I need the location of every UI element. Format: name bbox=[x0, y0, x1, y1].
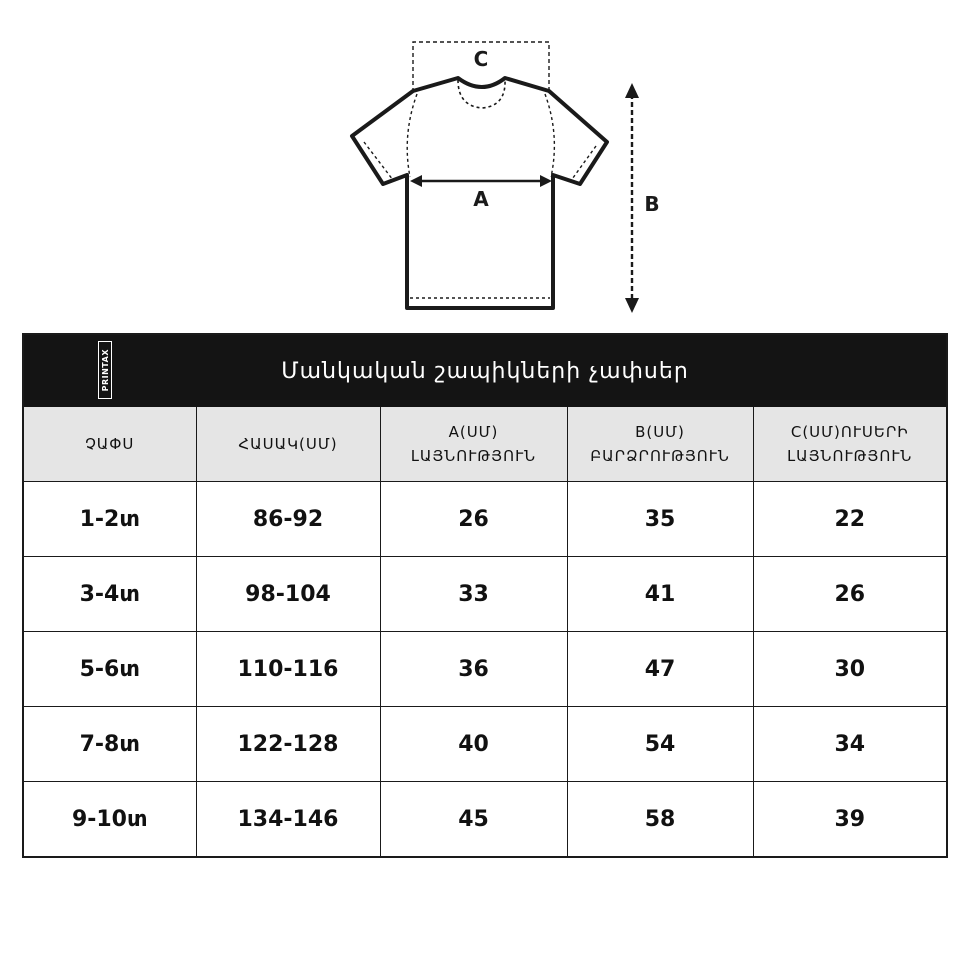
armhole-seam-right bbox=[545, 94, 554, 177]
measure-a-arrow-right bbox=[540, 175, 552, 187]
cell-b: 41 bbox=[567, 557, 753, 632]
cell-c: 34 bbox=[753, 707, 946, 782]
cell-b: 35 bbox=[567, 482, 753, 557]
cell-a: 45 bbox=[380, 782, 567, 857]
cell-a: 40 bbox=[380, 707, 567, 782]
cell-height: 122-128 bbox=[196, 707, 380, 782]
header-line: C(ՍՄ)ՈՒՍԵՐԻ bbox=[790, 423, 909, 441]
table-row bbox=[24, 632, 946, 707]
cell-c: 26 bbox=[753, 557, 946, 632]
header-row bbox=[24, 407, 946, 482]
cell-size: 1-2տ bbox=[24, 482, 196, 557]
cell-b: 47 bbox=[567, 632, 753, 707]
cell-size: 5-6տ bbox=[24, 632, 196, 707]
header-line: A(ՍՄ) bbox=[448, 423, 499, 441]
cell-height: 86-92 bbox=[196, 482, 380, 557]
cell-b: 54 bbox=[567, 707, 753, 782]
measure-b-arrow-top bbox=[625, 83, 639, 98]
label-c: C bbox=[473, 47, 489, 71]
cell-c: 22 bbox=[753, 482, 946, 557]
printax-logo bbox=[98, 341, 112, 399]
size-chart-table bbox=[22, 333, 948, 858]
cell-height: 98-104 bbox=[196, 557, 380, 632]
header-height bbox=[196, 407, 380, 482]
cell-c: 39 bbox=[753, 782, 946, 857]
cell-size: 3-4տ bbox=[24, 557, 196, 632]
size-table-grid bbox=[24, 407, 946, 856]
table-row bbox=[24, 482, 946, 557]
measure-b-arrow-bottom bbox=[625, 298, 639, 313]
armhole-seam-left bbox=[407, 94, 417, 177]
cell-height: 134-146 bbox=[196, 782, 380, 857]
table-row bbox=[24, 557, 946, 632]
header-line: ՀԱՍԱԿ(ՍՄ) bbox=[238, 435, 338, 453]
cell-a: 33 bbox=[380, 557, 567, 632]
tshirt-measurement-diagram bbox=[0, 0, 975, 330]
header-line: ԼԱՅՆՈՒԹՅՈՒՆ bbox=[787, 447, 913, 465]
cell-b: 58 bbox=[567, 782, 753, 857]
cell-height: 110-116 bbox=[196, 632, 380, 707]
measure-a-arrow-left bbox=[410, 175, 422, 187]
table-row bbox=[24, 707, 946, 782]
cell-a: 36 bbox=[380, 632, 567, 707]
cell-size: 7-8տ bbox=[24, 707, 196, 782]
cell-size: 9-10տ bbox=[24, 782, 196, 857]
table-row bbox=[24, 782, 946, 857]
header-size bbox=[24, 407, 196, 482]
header-length-b bbox=[567, 407, 753, 482]
header-line: ԲԱՐՁՐՈՒԹՅՈՒՆ bbox=[590, 447, 730, 465]
header-line: ՉԱՓՍ bbox=[85, 435, 135, 453]
cell-a: 26 bbox=[380, 482, 567, 557]
header-shoulder-c bbox=[753, 407, 946, 482]
label-b: B bbox=[644, 192, 660, 216]
table-title-bar bbox=[24, 335, 946, 407]
header-width-a bbox=[380, 407, 567, 482]
label-a: A bbox=[473, 187, 489, 211]
table-title: Մանկական շապիկների չափսեր bbox=[281, 358, 689, 384]
brand-name: PRINTAX bbox=[100, 348, 110, 392]
header-line: ԼԱՅՆՈՒԹՅՈՒՆ bbox=[410, 447, 537, 465]
cell-c: 30 bbox=[753, 632, 946, 707]
header-line: B(ՍՄ) bbox=[635, 423, 685, 441]
